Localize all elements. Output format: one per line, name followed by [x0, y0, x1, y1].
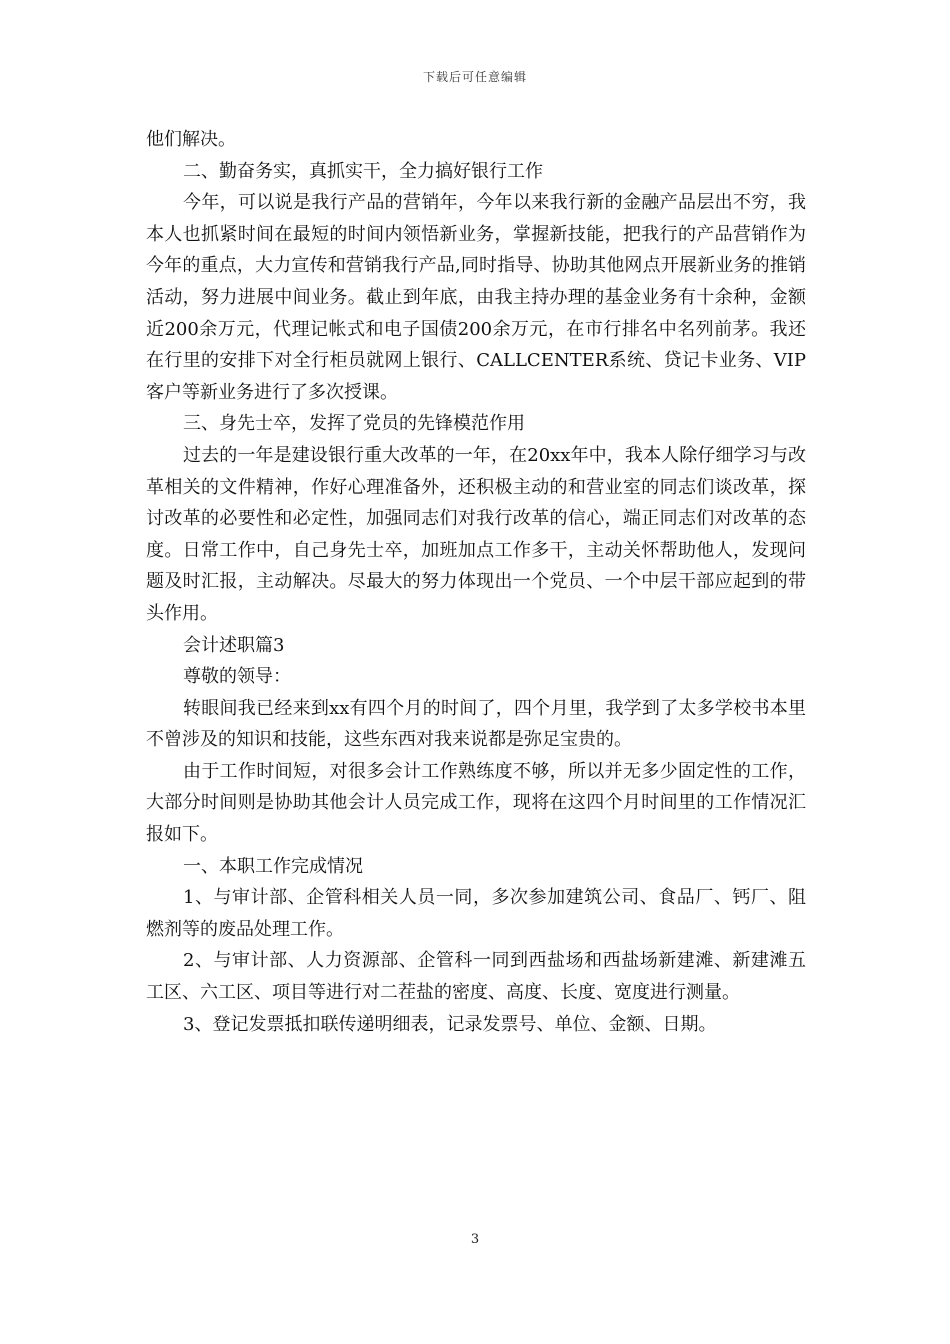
page-header-note: 下载后可任意编辑 [422, 70, 527, 84]
paragraph-3: 今年，可以说是我行产品的营销年，今年以来我行新的金融产品层出不穷，我本人也抓紧时间在最短的时间内领悟新业务，掌握新技能，把我行的产品营销作为今年的重点，大力宣传和营销我行产品,同时指导、协助其他网点开展新业务的推销活动，努力进展中间业务。截止到年底，由我主持办理的基金业务有十余种，金额近200余万元，代理记帐式和电子国债200余万元，在市行排名中名列前茅。我还在行里的安排下对全行柜员就网上银行、CALLCENTER系统、贷记卡业务、VIP客户等新业务进行了多次授课。 [146, 192, 806, 403]
salutation: 尊敬的领导： [183, 666, 291, 688]
list-item-1: 1、与审计部、企管科相关人员一同，多次参加建筑公司、食品厂、钙厂、阻燃剂等的废品处理工作。 [146, 887, 806, 940]
document-body [146, 124, 806, 1040]
list-item-2: 2、与审计部、人力资源部、企管科一同到西盐场和西盐场新建滩、新建滩五工区、六工区、项目等进行对二茬盐的密度、高度、长度、宽度进行测量。 [146, 950, 806, 1004]
section-heading-3: 三、身先士卒，发挥了党员的先锋模范作用 [183, 413, 525, 435]
paragraph-1: 他们解决。 [146, 129, 236, 150]
list-item-3: 3、登记发票抵扣联传递明细表，记录发票号、单位、金额、日期。 [183, 1013, 717, 1035]
page-number: 3 [470, 1232, 480, 1247]
section-heading-1: 一、本职工作完成情况 [183, 855, 363, 877]
paragraph-5: 过去的一年是建设银行重大改革的一年，在20xx年中，我本人除仔细学习与改革相关的文件精神，作好心理准备外，还积极主动的和营业室的同志们谈改革，探讨改革的必要性和必定性，加强同志们对我行改革的信心，端正同志们对改革的态度。日常工作中，自己身先士卒，加班加点工作多干，主动关怀帮助他人，发现问题及时汇报，主动解决。尽最大的努力体现出一个党员、一个中层干部应起到的带头作用。 [146, 444, 806, 624]
article-title: 会计述职篇3 [183, 634, 285, 656]
section-heading-2: 二、勤奋务实，真抓实干，全力搞好银行工作 [183, 160, 543, 182]
paragraph-9: 由于工作时间短，对很多会计工作熟练度不够，所以并无多少固定性的工作，大部分时间则是协助其他会计人员完成工作，现将在这四个月时间里的工作情况汇报如下。 [146, 760, 806, 846]
paragraph-8: 转眼间我已经来到xx有四个月的时间了，四个月里，我学到了太多学校书本里不曾涉及的知识和技能，这些东西对我来说都是弥足宝贵的。 [146, 697, 806, 751]
